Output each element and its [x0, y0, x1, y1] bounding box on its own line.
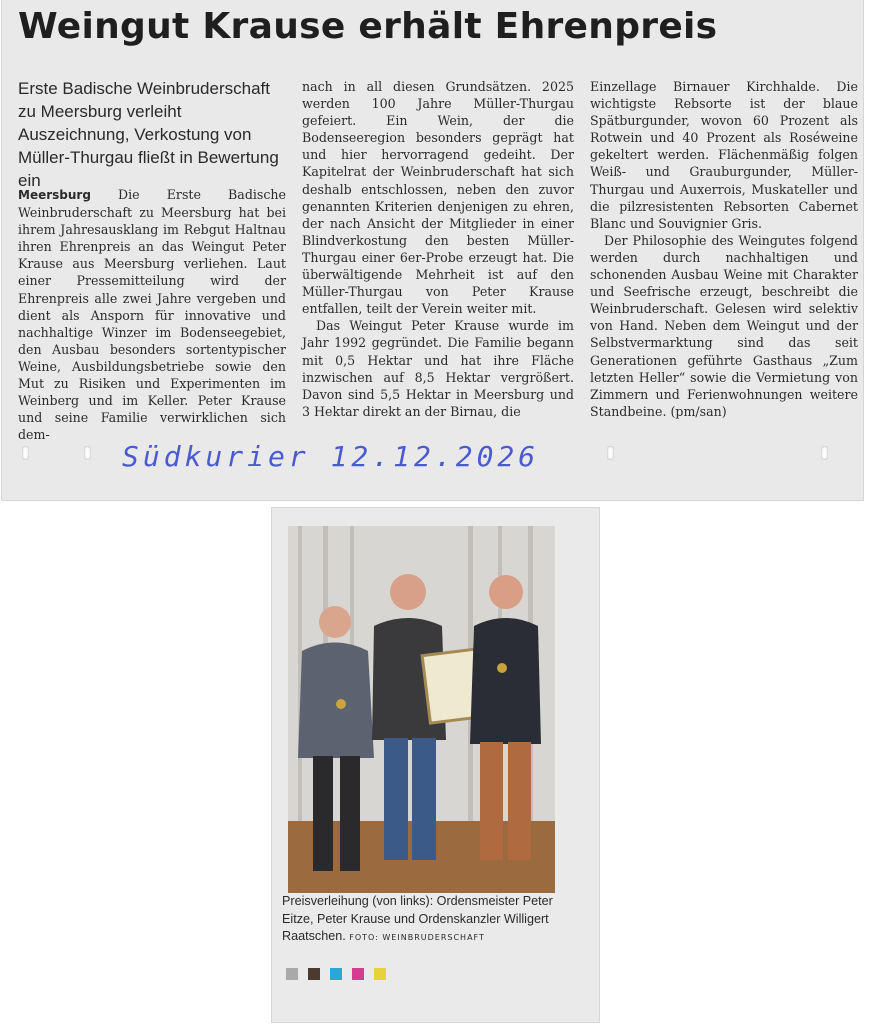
dateline: Meersburg [18, 188, 91, 202]
swatch-gray [286, 968, 298, 980]
column-2-paragraph-1: nach in all diesen Grundsätzen. 2025 werden 100 Jahre Müller-Thurgau gefeiert. Ein Wein, der die Bodenseeregion besonders geprägt hat und hier hervorragend gedeiht. Der Kapitelrat der Weinbruderschaft hat sich deshalb entschlossen, neben den zuvor genannten Kriterien denjenigen zu ehren, der nach Ansicht der Mitglieder in einer Blindverkostung den besten Müller-Thurgau einer 6er-Probe erzeugt hat. Die überwältigende Mehrheit ist auf den Müller-Thurgau von Peter Krause entfallen, teilt der Verein weiter mit. [302, 79, 574, 317]
article-clipping [2, 0, 863, 500]
photo-clipping [272, 508, 599, 1022]
punch-hole [84, 446, 91, 460]
swatch-cyan [330, 968, 342, 980]
punch-hole [607, 446, 614, 460]
column-2-paragraph-2: Das Weingut Peter Krause wurde im Jahr 1992 gegründet. Die Familie begann mit 0,5 Hektar und hat ihre Fläche inzwischen auf 8,5 Hektar vergrößert. Davon sind 5,5 Hektar in Meersburg und 3 Hektar direkt an der Birnau, die [302, 318, 574, 419]
column-3-paragraph-1: Einzellage Birnauer Kirchhalde. Die wichtigste Rebsorte ist der blaue Spätburgunder, wovon 60 Prozent als Rotwein und 40 Prozent als Roséweine gekeltert werden. Flächenmäßig folgen Weiß- und Grauburgunder, Müller-Thurgau und Auxerrois, Muskateller und die pilzresistenten Rebsorten Cabernet Blanc und Souvignier Gris. [590, 79, 858, 231]
punch-hole [22, 446, 29, 460]
article-column-2 [302, 78, 574, 420]
column-1-text: Die Erste Badische Weinbruderschaft zu Meersburg hat bei ihrem Jahresausklang im Rebgut Haltnau ihren Ehrenpreis an das Weingut Peter Krause aus Meersburg verliehen. Laut einer Pressemitteilung wird der Ehrenpreis alle zwei Jahre vergeben und dient als Ansporn für innovative und nachhaltige Winzer im Bodenseegebiet, den Ausbau besonders sortentypischer Weine, Ausbildungsbetriebe sowie den Mut zu Risiken und Experimenten im Weinberg und im Keller. Peter Krause und seine Familie verwirklichen sich dem- [18, 187, 286, 443]
article-subheadline: Erste Badische Weinbruderschaft zu Meersburg verleiht Auszeichnung, Verkostung von Müller-Thurgau fließt in Bewertung ein [18, 79, 279, 190]
article-column-1 [18, 186, 286, 443]
punch-hole [821, 446, 828, 460]
column-3-paragraph-2: Der Philosophie des Weingutes folgend werden durch nachhaltigen und schonenden Ausbau Weine mit Charakter und Seefrische erzeugt, beschreibt die Weinbruderschaft. Gelesen wird selektiv von Hand. Neben dem Weingut und der Selbstvermarktung sind das seit Generationen geführte Gasthaus „Zum letzten Heller“ sowie die Vermietung von Zimmern und Ferienwohnungen weitere Standbeine. (pm/san) [590, 232, 858, 419]
article-headline: Weingut Krause erhält Ehrenpreis [18, 6, 718, 47]
handwritten-source-note: Südkurier 12.12.2026 [122, 440, 540, 473]
photo-credit: FOTO: WEINBRUDERSCHAFT [349, 933, 485, 942]
photo-caption [282, 893, 572, 947]
swatch-brown [308, 968, 320, 980]
caption-text: Preisverleihung (von links): Ordensmeister Peter Eitze, Peter Krause und Ordenskanzler Willigert Raatschen. [282, 894, 553, 943]
swatch-magenta [352, 968, 364, 980]
punch-holes [2, 446, 863, 466]
print-color-swatches [286, 968, 391, 982]
swatch-yellow [374, 968, 386, 980]
article-column-3 [590, 78, 858, 420]
award-photo [288, 526, 555, 893]
